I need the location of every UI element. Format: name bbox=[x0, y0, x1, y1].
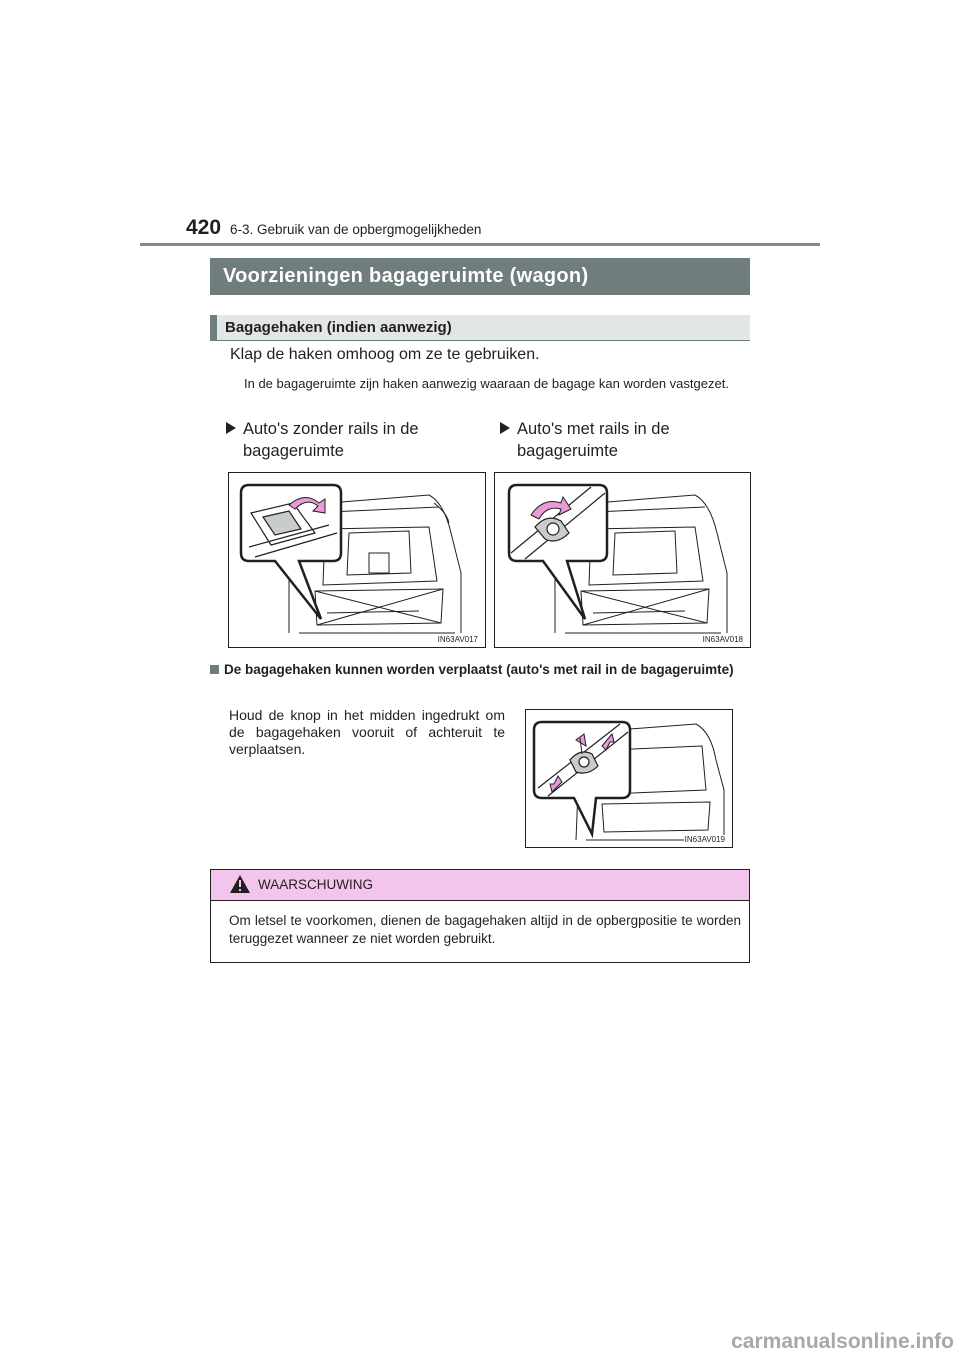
illustration-hook-without-rails bbox=[228, 472, 486, 648]
variant-with-rails-line2: bagageruimte bbox=[517, 442, 618, 460]
note-text: In de bagageruimte zijn haken aanwezig waaraan de bagage kan worden vastgezet. bbox=[244, 376, 729, 391]
watermark: carmanualsonline.info bbox=[731, 1330, 954, 1353]
intro-text: Klap de haken omhoog om ze te gebruiken. bbox=[230, 346, 540, 363]
subsection-title-text: Bagagehaken (indien aanwezig) bbox=[225, 319, 452, 336]
variant-without-rails-line1: Auto's zonder rails in de bbox=[243, 420, 419, 438]
section-path: 6-3. Gebruik van de opbergmogelijkheden bbox=[230, 222, 482, 237]
warning-label: WAARSCHUWING bbox=[258, 877, 373, 892]
variant-with-rails bbox=[517, 418, 670, 462]
square-bullet-icon bbox=[210, 665, 219, 674]
header-divider bbox=[140, 243, 820, 246]
move-hooks-heading-text: De bagagehaken kunnen worden verplaatst (auto's met rail in de bagageruimte) bbox=[224, 662, 734, 677]
warning-triangle-icon bbox=[229, 874, 251, 894]
variant-without-rails-line2: bagageruimte bbox=[243, 442, 344, 460]
subsection-title bbox=[210, 315, 750, 341]
cargo-area-drawing bbox=[229, 473, 485, 647]
variant-without-rails bbox=[243, 418, 419, 462]
illustration-hook-with-rails bbox=[494, 472, 751, 648]
warning-box bbox=[210, 869, 750, 963]
move-hooks-heading bbox=[210, 661, 748, 678]
triangle-bullet-icon bbox=[500, 422, 510, 434]
illustration-move-hook-on-rail bbox=[525, 709, 733, 848]
triangle-bullet-icon bbox=[226, 422, 236, 434]
warning-header bbox=[211, 870, 749, 901]
move-hooks-text: Houd de knop in het midden ingedrukt om de bagagehaken vooruit of achteruit te verplaatsen. bbox=[229, 707, 505, 757]
section-title: Voorzieningen bagageruimte (wagon) bbox=[210, 258, 750, 295]
figure-code: IN63AV017 bbox=[437, 635, 478, 644]
cargo-area-drawing bbox=[526, 710, 732, 847]
figure-code: IN63AV018 bbox=[702, 635, 743, 644]
cargo-area-drawing bbox=[495, 473, 750, 647]
page-number: 420 bbox=[186, 216, 222, 239]
warning-text: Om letsel te voorkomen, dienen de bagagehaken altijd in de opbergpositie te worden teruggezet wanneer ze niet worden gebruikt. bbox=[229, 913, 741, 946]
variant-with-rails-line1: Auto's met rails in de bbox=[517, 420, 670, 438]
figure-code: IN63AV019 bbox=[684, 835, 725, 844]
